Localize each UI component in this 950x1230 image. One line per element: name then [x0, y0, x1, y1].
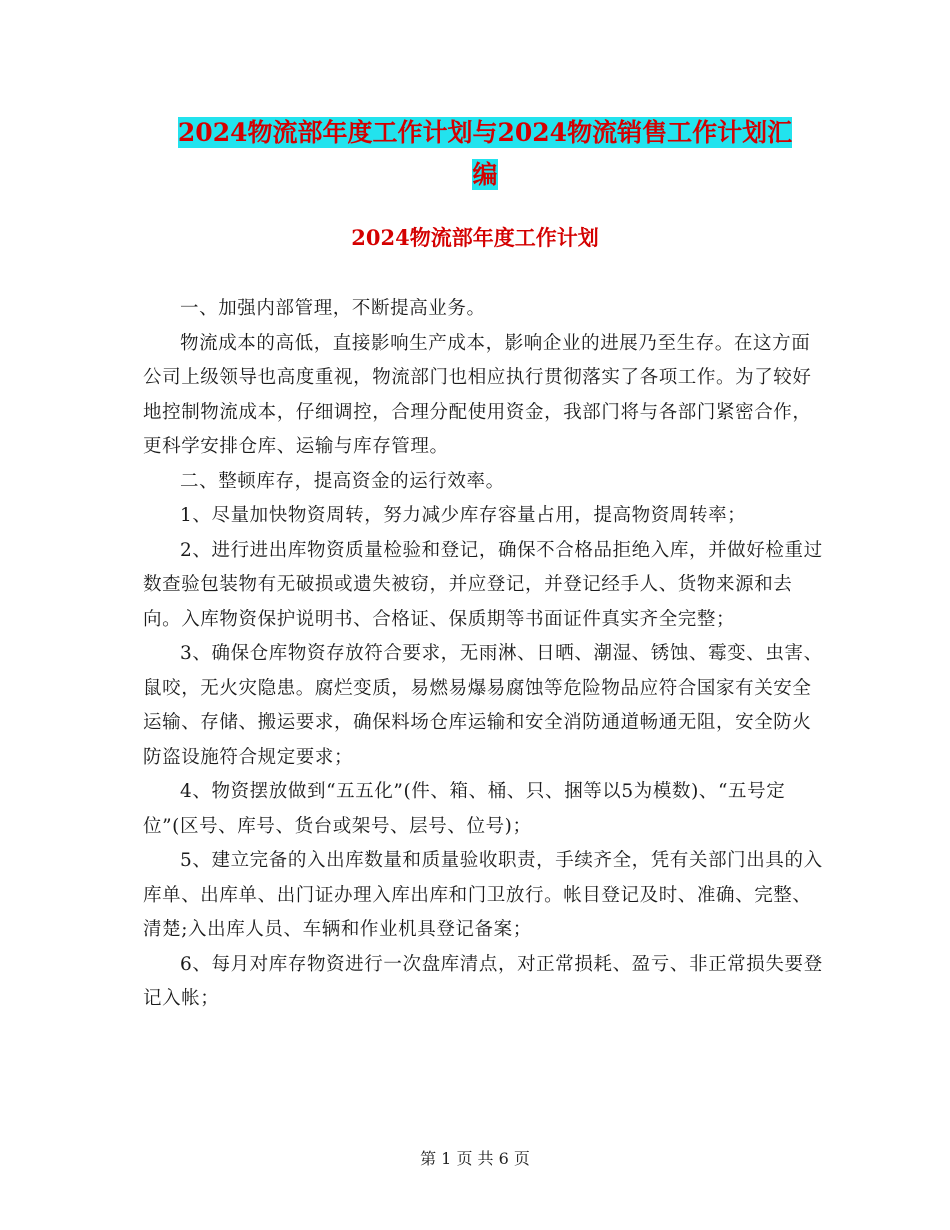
- paragraph: 物流成本的高低，直接影响生产成本，影响企业的进展乃至生存。在这方面公司上级领导也高度重视，物流部门也相应执行贯彻落实了各项工作。为了较好地控制物流成本，仔细调控，合理分配使用资金，我部门将与各部门紧密合作，更科学安排仓库、运输与库存管理。: [143, 332, 812, 457]
- paragraph: 二、整顿库存，提高资金的运行效率。: [180, 470, 505, 492]
- paragraph: 一、加强内部管理，不断提高业务。: [180, 298, 486, 319]
- paragraph: 6、每月对库存物资进行一次盘库清点，对正常损耗、盈亏、非正常损失要登记入帐；: [143, 953, 823, 1009]
- document-title: [145, 112, 825, 196]
- paragraph: 2、进行进出库物资质量检验和登记，确保不合格品拒绝入库，并做好检重过数查验包装物有无破损或遗失被窃，并应登记，并登记经手人、货物来源和去向。入库物资保护说明书、合格证、保质期等书面证件真实齐全完整；: [143, 539, 823, 630]
- paragraph: 4、物资摆放做到“五五化”(件、箱、桶、只、捆等以5为模数)、“五号定位”(区号、库号、货台或架号、层号、位号)；: [143, 781, 786, 837]
- page-footer: 第 1 页 共 6 页: [420, 1149, 530, 1168]
- paragraph: 3、确保仓库物资存放符合要求，无雨淋、日晒、潮湿、锈蚀、霉变、虫害、鼠咬，无火灾隐患。腐烂变质，易燃易爆易腐蚀等危险物品应符合国家有关安全运输、存储、搬运要求，确保料场仓库运输和安全消防通道畅通无阻，安全防火防盗设施符合规定要求；: [143, 643, 823, 768]
- paragraph: 5、建立完备的入出库数量和质量验收职责，手续齐全，凭有关部门出具的入库单、出库单、出门证办理入库出库和门卫放行。帐目登记及时、准确、完整、清楚;入出库人员、车辆和作业机具登记备案；: [143, 850, 823, 940]
- document-title-line2: 编: [472, 160, 498, 189]
- paragraph: 1、尽量加快物资周转，努力减少库存容量占用，提高物资周转率；: [180, 505, 747, 526]
- document-body: [143, 292, 823, 1017]
- document-title-line1: 2024物流部年度工作计划与2024物流销售工作计划汇: [177, 118, 793, 147]
- section-title: 2024物流部年度工作计划: [351, 225, 599, 250]
